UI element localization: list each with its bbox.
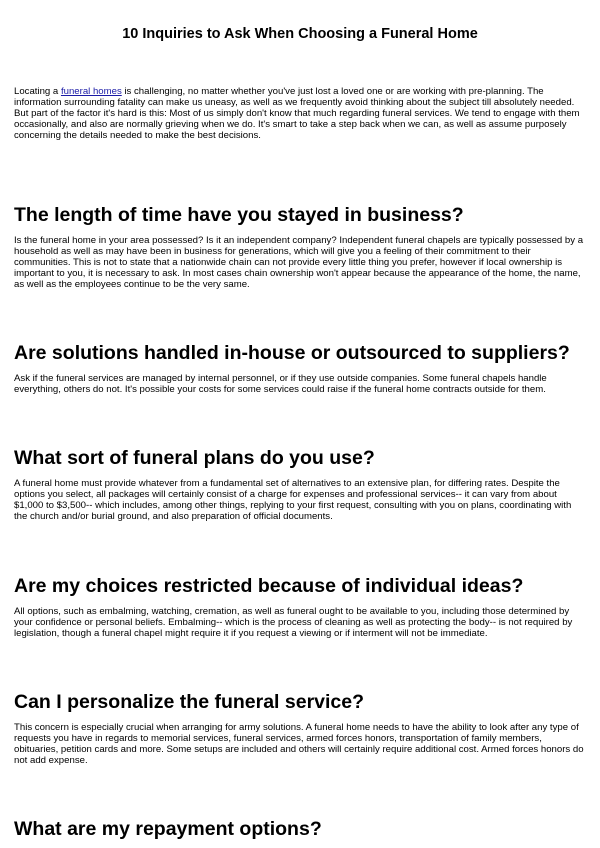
section-length-of-time	[14, 203, 586, 290]
section-heading: Can I personalize the funeral service?	[14, 691, 365, 713]
section-repayment-options	[14, 817, 586, 841]
funeral-homes-link[interactable]: funeral homes	[60, 86, 122, 97]
intro-text-rest: is challenging, no matter whether you've just lost a loved one or are working with pre-planning. The information surrounding fatality can make us uneasy, as well as we frequently avoid thinking about the subject till absolutely needed. But part of the factor it's hard is this: Most of us simply don't know that much regarding funeral services. We tend to engage with them occasionally, and also are normally grieving when we do. It's smart to take a step back when we can, as well as assume purposely concerning the details needed to make the best decisions.	[14, 86, 580, 141]
section-heading: The length of time have you stayed in business?	[14, 204, 464, 226]
page-title: 10 Inquiries to Ask When Choosing a Funeral Home	[122, 26, 478, 42]
section-heading: Are solutions handled in-house or outsourced to suppliers?	[14, 342, 570, 364]
section-funeral-plans	[14, 446, 586, 522]
section-in-house-or-outsourced	[14, 341, 586, 395]
intro-text-start: Locating a	[14, 86, 61, 97]
section-body: Ask if the funeral services are managed by internal personnel, or if they use outside companies. Some funeral chapels handle everything, others do not. It's possible your costs for some services could raise if the funeral home contracts outside for them.	[14, 373, 547, 395]
section-heading: What sort of funeral plans do you use?	[14, 447, 375, 469]
section-heading: What are my repayment options?	[14, 818, 322, 840]
section-heading: Are my choices restricted because of individual ideas?	[14, 575, 524, 597]
section-body: A funeral home must provide whatever from a fundamental set of alternatives to an extensive plan, for differing rates. Despite the options you select, all packages will certainly consist of a charge for expenses and professional services-- it can vary from about $1,000 to $3,500-- which includes, among other things, replying to your first request, consulting with you on plans, coordinating with the church and/or burial ground, and also preparation of official documents.	[14, 478, 572, 522]
section-personalize-service	[14, 690, 586, 766]
section-body: This concern is especially crucial when arranging for army solutions. A funeral home needs to have the ability to look after any type of requests you have in regards to memorial services, funeral services, armed forces honors, transportation of family members, obituaries, petition cards and more. Some setups are included and others will certainly require additional cost. Armed forces honors do not add expense.	[14, 722, 584, 766]
intro-paragraph	[14, 86, 584, 141]
section-body: Is the funeral home in your area possessed? Is it an independent company? Independent funeral chapels are typically possessed by a household as well as may have been in business for generations, which will give you a feeling of their commitment to their communities. This is not to state that a nationwide chain can not provide every little thing you prefer, however if local ownership is important to you, it is necessary to ask. In most cases chain ownership won't appear because the appearance of the home, the name, as well as the employees continue to be the very same.	[14, 235, 584, 290]
section-body: All options, such as embalming, watching, cremation, as well as funeral ought to be available to you, including those determined by your confidence or personal beliefs. Embalming-- which is the process of cleaning as well as protecting the body-- is not required by legislation, though a funeral chapel might require it if you request a viewing or if interment will not be immediate.	[14, 606, 573, 639]
section-choices-restricted	[14, 574, 586, 639]
